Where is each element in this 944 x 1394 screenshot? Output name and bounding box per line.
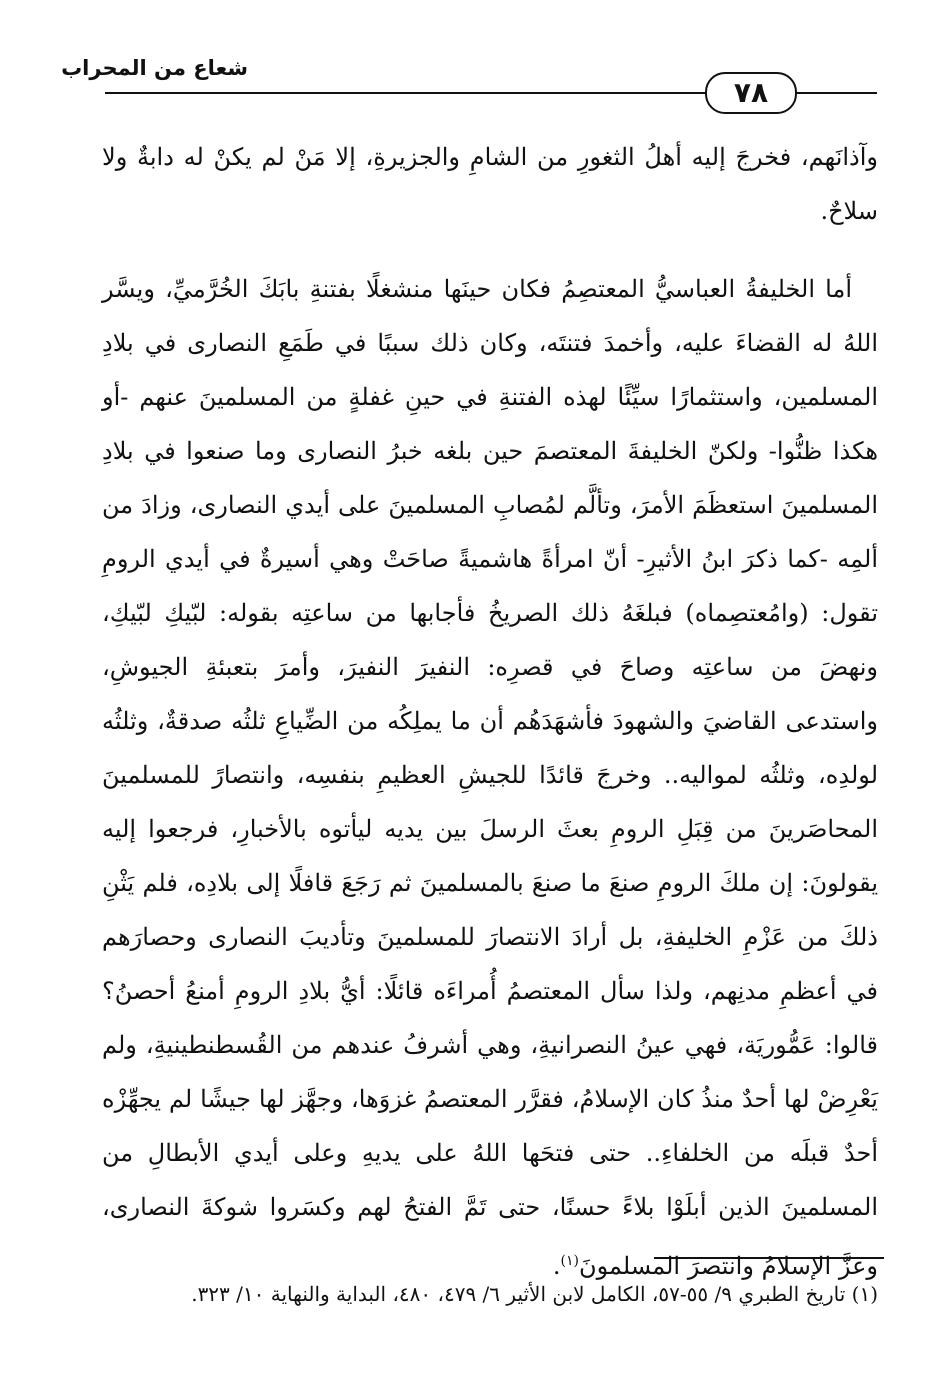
paragraph-2-end: .	[552, 1252, 561, 1280]
footnote-rule	[654, 1257, 884, 1259]
paragraph-1: وآذانَهم، فخرجَ إليه أهلُ الثغورِ من الشامِ والجزيرةِ، إلا مَنْ لم يكنْ له دابةٌ ولا سلاحٌ.	[102, 143, 878, 225]
body-text	[102, 130, 878, 1293]
page-number: ٧٨	[705, 72, 797, 114]
footnote: (١) تاريخ الطبري ٩/ ٥٥-٥٧، الكامل لابن الأثير ٦/ ٤٧٩، ٤٨٠، البداية والنهاية ١٠/ ٣٢٣.	[191, 1282, 878, 1306]
paragraph-2	[102, 262, 878, 1293]
running-title: شعاع من المحراب	[61, 56, 248, 80]
footnote-reference: (١)	[560, 1253, 579, 1269]
paragraph-2-text: أما الخليفةُ العباسيُّ المعتصِمُ فكان حينَها منشغلًا بفتنةِ بابَكَ الخُرَّميِّ، ويسَّر اللهُ له القضاءَ عليه، وأخمدَ فتنتَه، وكان ذلك سببًا في طَمَعِ النصارى في بلادِ المسلمين، واستثمارًا سيِّئًا لهذه الفتنةِ في حينِ غفلةٍ من المسلمينَ عنهم -أو هكذا ظنُّوا- ولكنّ الخليفةَ المعتصمَ حين بلغه خبرُ النصارى وما صنعوا في بلادِ المسلمينَ استعظَمَ الأمرَ، وتألَّم لمُصابِ المسلمينَ على أيدي النصارى، وزادَ من ألمِه -كما ذكرَ ابنُ الأثيرِ- أنّ امرأةً هاشميةً صاحَتْ وهي أسيرةٌ في أيدي الرومِ تقول: (وامُعتصِماه) فبلغَهُ ذلك الصريخُ فأجابها من ساعتِه بقوله: لبّيكِ لبّيكِ، ونهضَ من ساعتِه وصاحَ في قصرِه: النفيرَ النفيرَ، وأمرَ بتعبئةِ الجيوشِ، واستدعى القاضيَ والشهودَ فأشهَدَهُم أن ما يملِكُه من الضِّياعِ ثلثُه صدقةٌ، وثلثُه لولدِه، وثلثُه لمواليه.. وخرجَ قائدًا للجيشِ العظيمِ بنفسِه، وانتصارً للمسلمينَ المحاصَرينَ من قِبَلِ الرومِ بعثَ الرسلَ بين يديه ليأتوه بالأخبارِ، فرجعوا إليه يقولونَ: إن ملكَ الرومِ صنعَ ما صنعَ بالمسلمينَ ثم رَجَعَ قافلًا إلى بلادِه، فلم يَثْنِ ذلكَ من عَزْمِ الخليفةِ، بل أرادَ الانتصارَ للمسلمينَ وتأديبَ النصارى وحصارَهم في أعظمِ مدنِهم، ولذا سأل المعتصمُ أُمراءَه قائلًا: أيُّ بلادِ الرومِ أمنعُ أحصنُ؟ قالوا: عَمُّوريَة، فهي عينُ النصرانيةِ، وهي أشرفُ عندهم من القُسطنطينيةِ، ولم يَعْرِضْ لها أحدٌ منذُ كان الإسلامُ، فقرَّر المعتصمُ غزوَها، وجهَّز لها جيشًا لم يجهِّزْه أحدٌ قبلَه من الخلفاءِ.. حتى فتحَها اللهُ على يديهِ وعلى أيدي الأبطالِ من المسلمينَ الذين أبلَوْا بلاءً حسنًا، حتى تَمَّ الفتحُ لهم وكسَروا شوكةَ النصارى، وعزَّ الإسلامُ وانتصرَ المسلمونَ	[102, 275, 879, 1280]
